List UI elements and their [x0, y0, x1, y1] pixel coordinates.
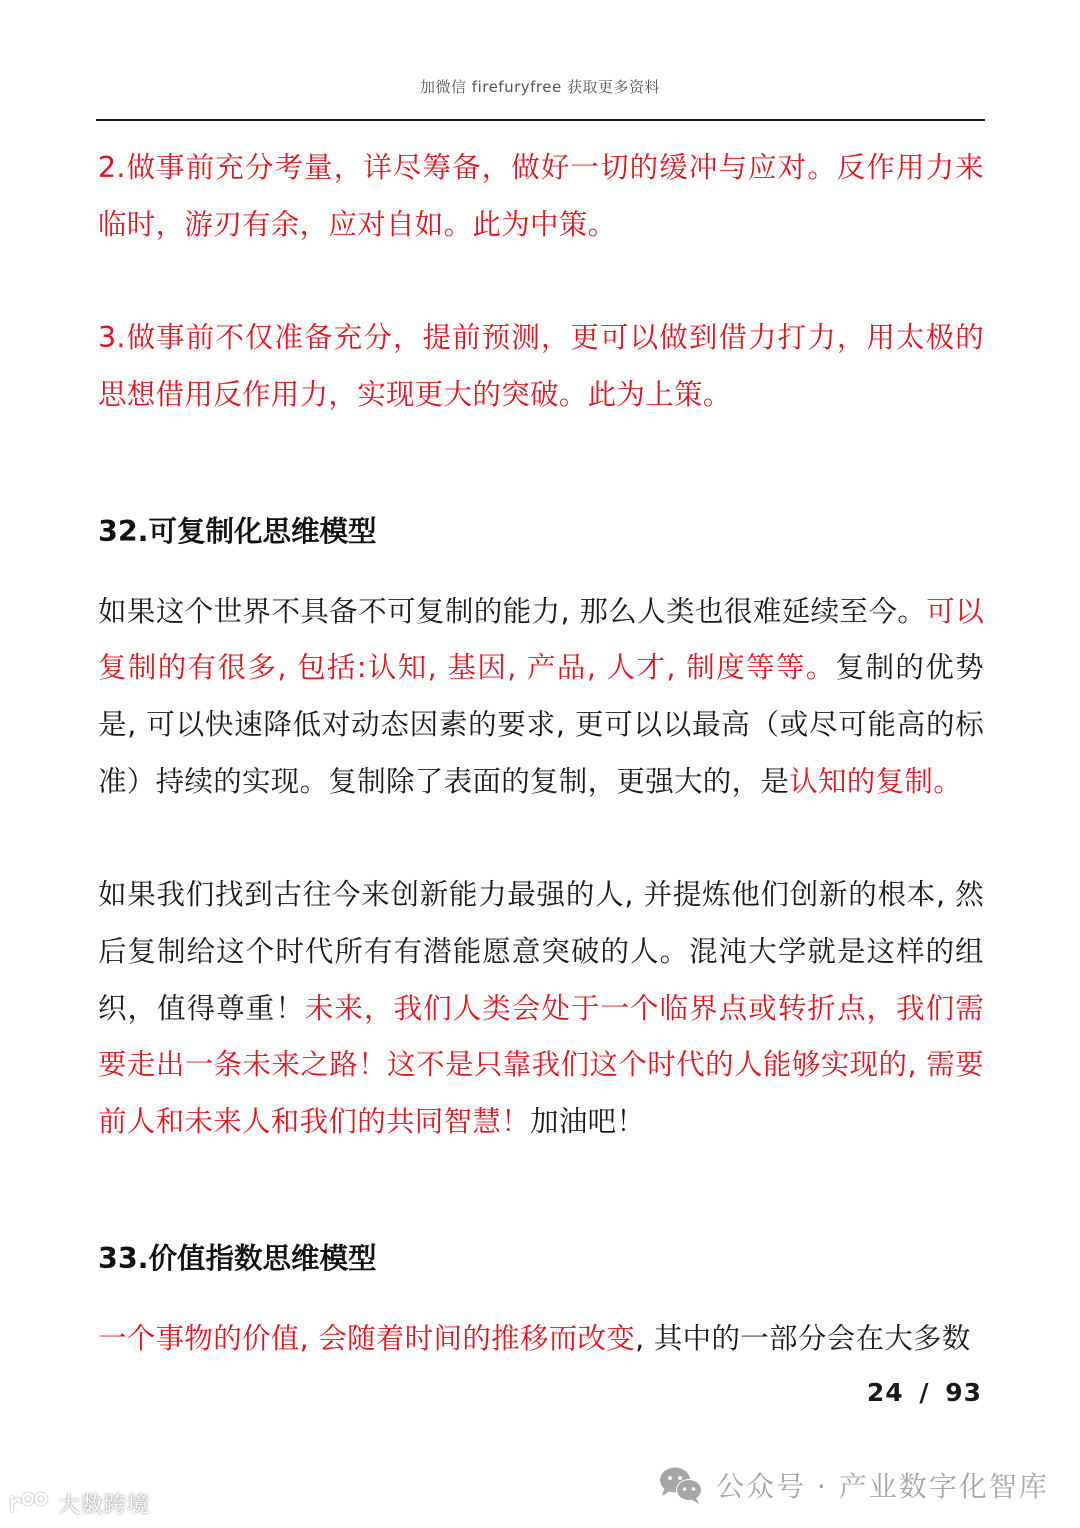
brand-logo-icon [8, 1490, 52, 1516]
section-heading-33: 33.价值指数思维模型 [98, 1241, 377, 1275]
brand-label: 大数跨境 [58, 1492, 151, 1518]
wechat-icon [658, 1465, 704, 1505]
paragraph-33-1 [98, 1311, 984, 1368]
page-number: 24 / 93 [866, 1378, 982, 1407]
emphasis-text: 认知的复制。 [789, 764, 963, 798]
paragraph-item-2 [98, 140, 984, 253]
page-header: 加微信 firefuryfree 获取更多资料 [420, 78, 660, 96]
body-text: , 其中的一部分会在大多数 [635, 1321, 971, 1355]
body-text: 如果这个世界不具备不可复制的能力, 那么人类也很难延续至今。 [98, 594, 927, 628]
body-text: 加油吧！ [530, 1105, 646, 1139]
emphasis-text: 2.做事前充分考量，详尽筹备，做好一切的缓冲与应对。反作用力来临时，游刃有余，应对自如。此为中策。 [98, 151, 984, 241]
page-content [98, 140, 984, 1367]
emphasis-text: 未来，我们人类会处于一个临界点或转折点，我们需要走出一条未来之路！这不是只靠我们这个时代的人能够实现的, 需要前人和未来人和我们的共同智慧！ [98, 991, 985, 1139]
emphasis-text: 3.做事前不仅准备充分，提前预测，更可以做到借力打力，用太极的思想借用反作用力，实现更大的突破。此为上策。 [98, 321, 984, 412]
wechat-account-label: 公众号 · 产业数字化智库 [716, 1470, 1049, 1503]
emphasis-text: 一个事物的价值, 会随着时间的推移而改变 [98, 1321, 636, 1355]
brand-watermark [8, 1488, 150, 1518]
paragraph-32-2 [98, 867, 984, 1151]
body-text: 如果我们找到古往今来创新能力最强的人, 并提炼他们创新的根本, 然后复制给这个时代所有有潜能愿意突破的人。混沌大学就是这样的组织，值得尊重！ [98, 878, 984, 1025]
emphasis-text: 可以复制的有很多, 包括:认知, 基因, 产品, 人才, 制度等等。 [98, 594, 984, 685]
section-heading-32: 32.可复制化思维模型 [98, 514, 377, 548]
paragraph-item-3 [98, 310, 984, 423]
body-text: 复制的优势是, 可以快速降低对动态因素的要求, 更可以以最高（或尽可能高的标准）持续的实现。复制除了表面的复制，更强大的，是 [98, 651, 984, 798]
paragraph-32-1 [98, 584, 984, 811]
wechat-watermark [658, 1462, 1049, 1508]
header-divider [96, 119, 985, 121]
